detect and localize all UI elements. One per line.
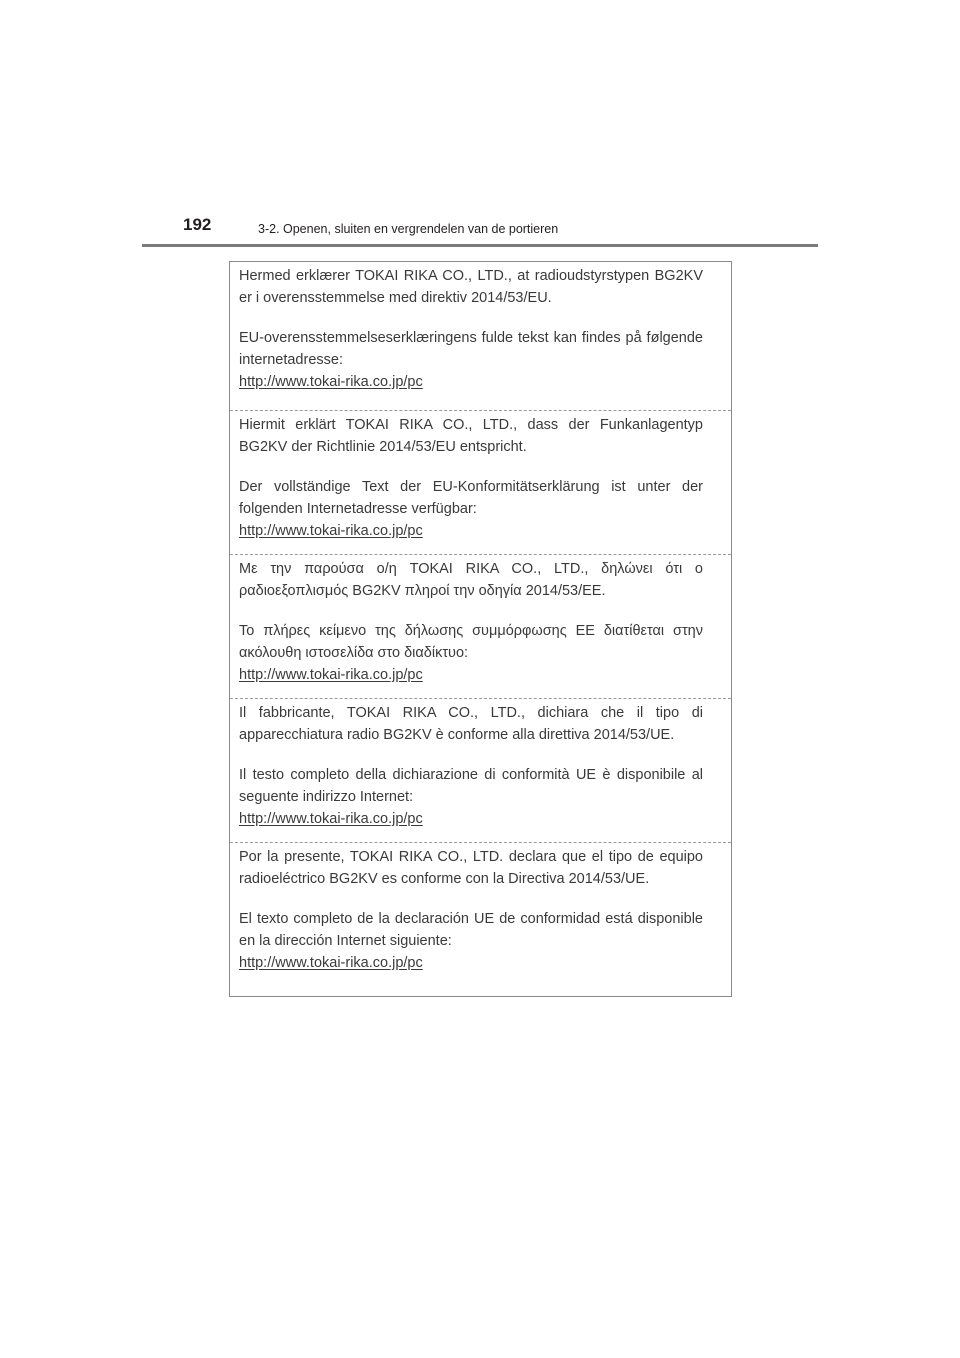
conformity-statement: Por la presente, TOKAI RIKA CO., LTD. declara que el tipo de equipo radioeléctrico BG2KV es conforme con la Directiva 2014/53/UE.: [239, 849, 703, 887]
page-number: 192: [183, 215, 212, 234]
declarations-box: [229, 261, 732, 997]
availability-statement: Il testo completo della dichiarazione di conformità UE è disponibile al seguente indirizzo Internet:: [239, 767, 703, 805]
declaration-link[interactable]: http://www.tokai-rika.co.jp/pc: [239, 667, 423, 683]
availability-statement: Der vollständige Text der EU-Konformitätserklärung ist unter der folgenden Internetadresse verfügbar:: [239, 479, 703, 517]
conformity-statement: Hiermit erklärt TOKAI RIKA CO., LTD., dass der Funkanlagentyp BG2KV der Richtlinie 2014/53/EU entspricht.: [239, 417, 703, 455]
declaration-italian: [230, 698, 731, 842]
header-rule: [142, 244, 818, 247]
declaration-link[interactable]: http://www.tokai-rika.co.jp/pc: [239, 811, 423, 827]
declaration-link[interactable]: http://www.tokai-rika.co.jp/pc: [239, 955, 423, 971]
section-title: 3-2. Openen, sluiten en vergrendelen van de portieren: [258, 222, 559, 236]
availability-statement: EU-overensstemmelseserklæringens fulde tekst kan findes på følgende internetadresse:: [239, 330, 703, 368]
conformity-statement: Με την παρούσα ο/η TOKAI RIKA CO., LTD., δηλώνει ότι ο ραδιοεξοπλισμός BG2KV πληροί την οδηγία 2014/53/ΕΕ.: [239, 561, 703, 599]
declaration-link[interactable]: http://www.tokai-rika.co.jp/pc: [239, 374, 423, 390]
declaration-link[interactable]: http://www.tokai-rika.co.jp/pc: [239, 523, 423, 539]
availability-statement: El texto completo de la declaración UE de conformidad está disponible en la dirección Internet siguiente:: [239, 911, 703, 949]
declaration-greek: [230, 554, 731, 698]
conformity-statement: Hermed erklærer TOKAI RIKA CO., LTD., at radioudstyrstypen BG2KV er i overensstemmelse med direktiv 2014/53/EU.: [239, 268, 703, 306]
declaration-german: [230, 410, 731, 554]
declaration-danish: [230, 262, 731, 410]
conformity-statement: Il fabbricante, TOKAI RIKA CO., LTD., dichiara che il tipo di apparecchiatura radio BG2KV è conforme alla direttiva 2014/53/UE.: [239, 705, 703, 743]
availability-statement: Το πλήρες κείμενο της δήλωσης συμμόρφωσης ΕΕ διατίθεται στην ακόλουθη ιστοσελίδα στο διαδίκτυο:: [239, 623, 703, 661]
declaration-spanish: [230, 842, 731, 998]
